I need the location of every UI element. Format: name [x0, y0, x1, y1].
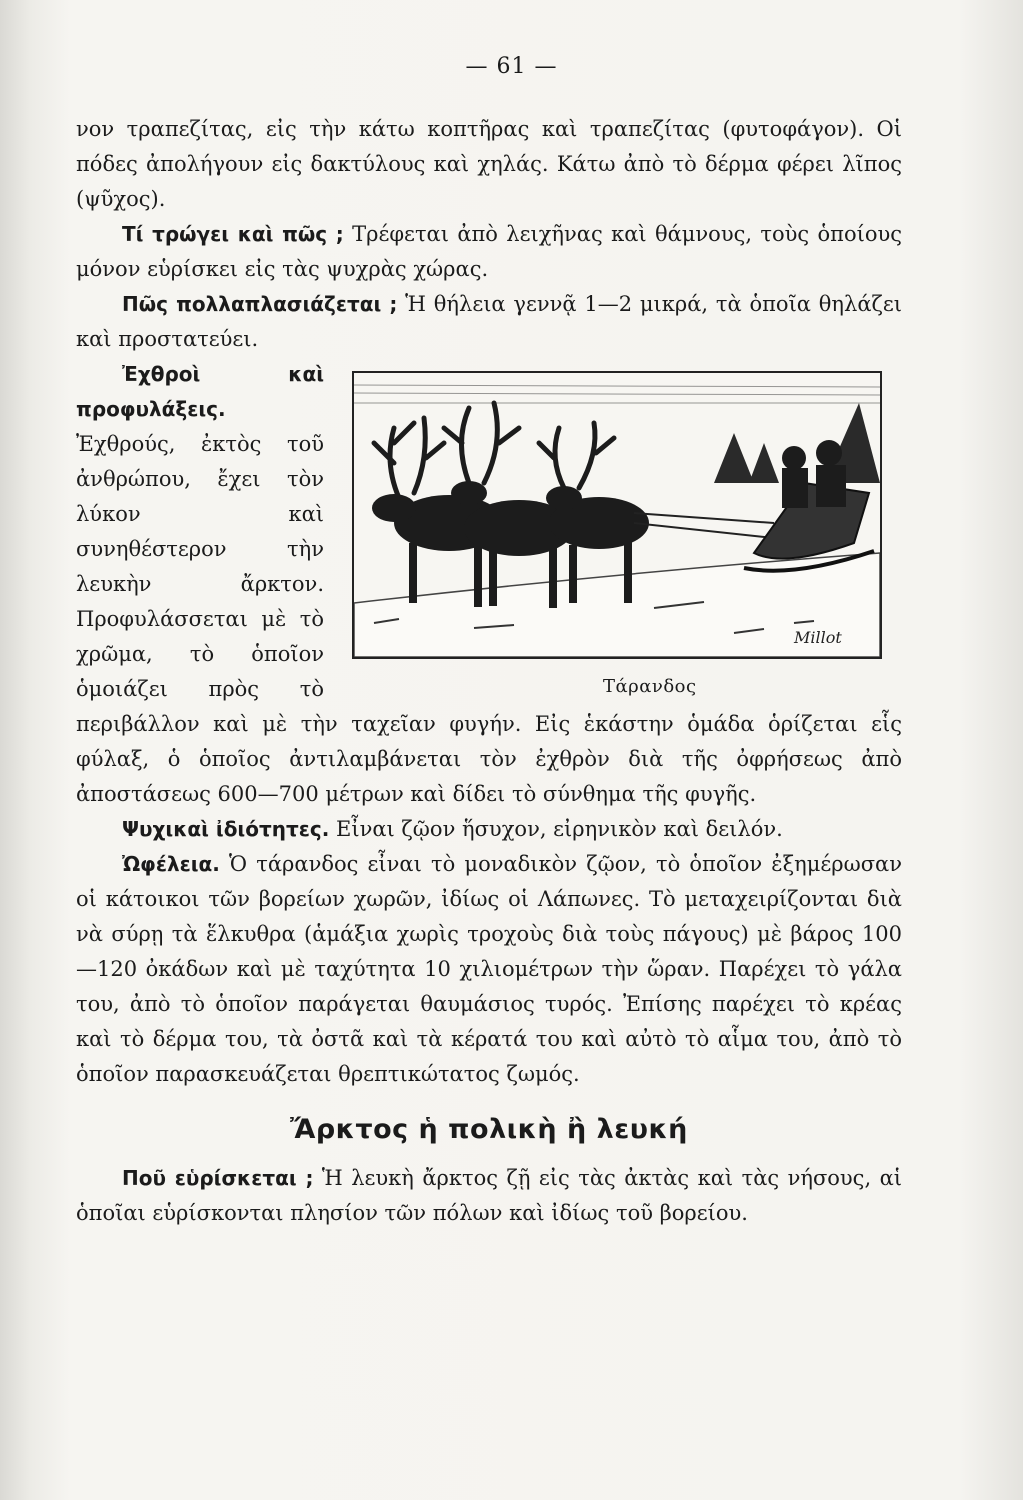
paragraph-psychic [76, 812, 902, 847]
paragraph-benefit-text: Ὁ τάρανδος εἶναι τὸ μοναδικὸν ζῷον, τὸ ὁποῖον ἐξημέρωσαν οἱ κάτοικοι τῶν βορείων χωρῶν, ἰδίως οἱ Λάπωνες. Τὸ μεταχειρίζονται διὰ νὰ σύρῃ τὰ ἕλκυθρα (ἁμάξια χωρὶς τροχοὺς διὰ τοὺς πάγους) μὲ βάρος 100—120 ὀκάδων καὶ μὲ ταχύτητα 10 χιλιομέτρων τὴν ὥραν. Παρέχει τὸ γάλα του, ἀπὸ τὸ ὁποῖον παράγεται θαυμάσιος τυρός. Ἐπίσης παρέχει τὸ κρέας καὶ τὸ δέρμα του, τὰ ὀστᾶ καὶ τὰ κέρατά του καὶ αὐτὸ τὸ αἷμα του, ἀπὸ τὸ ὁποῖον παρασκευάζεται θρεπτικώτατος ζωμός. [76, 852, 902, 1086]
paragraph-benefit [76, 847, 902, 1092]
heading-enemies: Ἐχθροὶ καὶ προφυλάξεις. [76, 362, 324, 421]
paragraph-bear-location [76, 1161, 902, 1231]
paragraph-psychic-text: Εἶναι ζῷον ἥσυχον, εἰρηνικὸν καὶ δειλόν. [329, 817, 783, 841]
artist-signature: Millot [794, 628, 842, 647]
heading-bear-location: Ποῦ εὑρίσκεται ; [122, 1166, 314, 1190]
section-title: Ἄρκτος ἡ πολικὴ ἢ λευκή [290, 1114, 688, 1145]
paragraph-reproduction-text: Ἡ θήλεια γεννᾷ 1—2 μικρά, τὰ ὁποῖα θηλάζει καὶ προστατεύει. [76, 292, 902, 351]
reindeer-figure [342, 363, 902, 697]
paragraph-enemies [76, 357, 902, 812]
paragraph-teeth-text: νον τραπεζίτας, εἰς τὴν κάτω κοπτῆρας καὶ τραπεζίτας (φυτοφάγον). Οἱ πόδες ἀπολήγουν εἰς δακτύλους καὶ χηλάς. Κάτω ἀπὸ τὸ δέρμα φέρει λῖπος (ψῦχος). [76, 117, 902, 211]
figure-caption: Τάρανδος [603, 676, 697, 697]
paragraph-bear-location-text: Ἡ λευκὴ ἄρκτος ζῇ εἰς τὰς ἀκτὰς καὶ τὰς νήσους, αἱ ὁποῖαι εὑρίσκονται πλησίον τῶν πόλων καὶ ἰδίως τοῦ βορείου. [76, 1166, 902, 1225]
paragraph-food [76, 217, 902, 287]
reindeer-illustration [352, 371, 882, 659]
reindeer-sled-drawing [354, 373, 880, 657]
paragraph-reproduction [76, 287, 902, 357]
text-body [76, 112, 902, 1231]
paragraph-enemies-text: Ἐχθρούς, ἐκτὸς τοῦ ἀνθρώπου, ἔχει τὸν λύκον καὶ συνηθέστερον τὴν λευκὴν ἄρκτον. Προφυλάσσεται μὲ τὸ χρῶμα, τὸ ὁποῖον ὁμοιάζει πρὸς τὸ περιβάλλον καὶ μὲ τὴν ταχεῖαν φυγήν. Εἰς ἑκάστην ὁμάδα ὁρίζεται εἷς φύλαξ, ὁ ὁποῖος ἀντιλαμβάνεται τὸν ἐχθρὸν διὰ τῆς ὀφρήσεως ἀπὸ ἀποστάσεως 600—700 μέτρων καὶ δίδει τὸ σύνθημα τῆς φυγῆς. [76, 432, 902, 806]
heading-benefit: Ὠφέλεια. [122, 852, 220, 876]
paragraph-food-text: Τρέφεται ἀπὸ λειχῆνας καὶ θάμνους, τοὺς ὁποίους μόνον εὑρίσκει εἰς τὰς ψυχρὰς χώρας. [76, 222, 902, 281]
paragraph-teeth [76, 112, 902, 217]
heading-food: Τί τρώγει καὶ πῶς ; [122, 222, 344, 246]
page-number: — 61 — [465, 54, 558, 79]
heading-psychic: Ψυχικαὶ ἰδιότητες. [122, 817, 330, 841]
heading-reproduction: Πῶς πολλαπλασιάζεται ; [122, 292, 398, 316]
